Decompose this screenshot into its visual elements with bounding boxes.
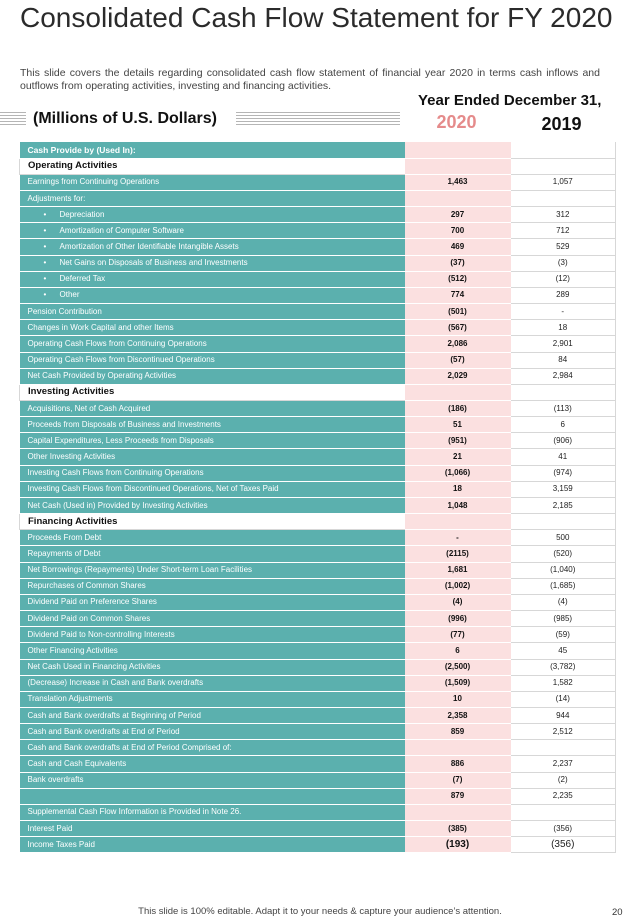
year-ended-heading: Year Ended December 31, bbox=[418, 92, 602, 109]
row-label bbox=[20, 352, 405, 368]
table-row bbox=[20, 562, 616, 578]
table-row bbox=[20, 546, 616, 562]
table-row bbox=[20, 190, 616, 206]
value-2019: 2,901 bbox=[511, 336, 616, 352]
value-2020: (1,002) bbox=[405, 578, 511, 594]
value-2020: (567) bbox=[405, 320, 511, 336]
table-row bbox=[20, 724, 616, 740]
value-2020 bbox=[405, 158, 511, 174]
table-row bbox=[20, 223, 616, 239]
value-2020: (512) bbox=[405, 271, 511, 287]
table-row bbox=[20, 449, 616, 465]
row-label-text: Dividend Paid on Common Shares bbox=[27, 613, 151, 623]
value-2020: (7) bbox=[405, 772, 511, 788]
value-2019: 712 bbox=[511, 223, 616, 239]
row-label-text: Amortization of Other Identifiable Intangible Assets bbox=[59, 242, 239, 252]
value-2019: 944 bbox=[511, 707, 616, 723]
row-label-text: Financing Activities bbox=[28, 515, 118, 527]
row-label bbox=[20, 384, 405, 400]
section-header-row bbox=[20, 384, 616, 400]
value-2020: (501) bbox=[405, 304, 511, 320]
row-label-text: Proceeds From Debt bbox=[27, 532, 102, 542]
value-2019: (906) bbox=[511, 433, 616, 449]
section-header-row bbox=[20, 142, 616, 158]
value-2020: 879 bbox=[405, 788, 511, 804]
row-label-text: Investing Cash Flows from Discontinued Operations, Net of Taxes Paid bbox=[27, 484, 279, 494]
row-label bbox=[20, 255, 405, 271]
row-label-text: Dividend Paid on Preference Shares bbox=[27, 597, 157, 607]
section-header-row bbox=[20, 158, 616, 174]
value-2020: (77) bbox=[405, 627, 511, 643]
row-label-text: Deferred Tax bbox=[59, 274, 106, 284]
row-label-text: Operating Cash Flows from Discontinued Operations bbox=[27, 355, 215, 365]
decorative-stripes-right bbox=[236, 112, 400, 126]
row-label bbox=[20, 724, 405, 740]
table-row bbox=[20, 239, 616, 255]
value-2020: 1,048 bbox=[405, 497, 511, 513]
row-label bbox=[20, 659, 405, 675]
row-label bbox=[20, 627, 405, 643]
value-2020: 21 bbox=[405, 449, 511, 465]
row-label bbox=[20, 821, 405, 837]
value-2019: (113) bbox=[511, 401, 616, 417]
bullet-icon: • bbox=[43, 290, 47, 300]
row-label-text: Depreciation bbox=[59, 209, 105, 219]
row-label bbox=[20, 142, 405, 158]
bullet-icon: • bbox=[43, 209, 47, 219]
row-label bbox=[20, 756, 405, 772]
row-label-text: Cash and Bank overdrafts at Beginning of Period bbox=[27, 710, 201, 720]
row-label bbox=[20, 837, 405, 853]
value-2019: 6 bbox=[511, 417, 616, 433]
table-row bbox=[20, 675, 616, 691]
table-row bbox=[20, 320, 616, 336]
row-label-text: Cash and Bank overdrafts at End of Period Comprised of: bbox=[27, 742, 232, 752]
row-label-text: Earnings from Continuing Operations bbox=[27, 177, 160, 187]
value-2020: (57) bbox=[405, 352, 511, 368]
value-2019: (974) bbox=[511, 465, 616, 481]
table-row bbox=[20, 271, 616, 287]
row-label-text: Bank overdrafts bbox=[27, 775, 84, 785]
row-label bbox=[20, 158, 405, 174]
row-label-text: Repayments of Debt bbox=[27, 548, 101, 558]
value-2019: (356) bbox=[511, 821, 616, 837]
cash-flow-table bbox=[19, 142, 616, 853]
row-label-text: Operating Activities bbox=[28, 160, 118, 172]
value-2019: (356) bbox=[511, 837, 616, 853]
column-header-2020: 2020 bbox=[436, 112, 477, 132]
slide-subtitle: This slide covers the details regarding consolidated cash flow statement of financial year 2020 in terms cash inflows and outflows from operating activities, investing and financing activities. bbox=[20, 67, 600, 92]
value-2019: (1,040) bbox=[511, 562, 616, 578]
value-2019: 529 bbox=[511, 239, 616, 255]
row-label bbox=[20, 433, 405, 449]
row-label bbox=[20, 562, 405, 578]
row-label bbox=[20, 578, 405, 594]
row-label bbox=[20, 449, 405, 465]
row-label-text: Investing Cash Flows from Continuing Operations bbox=[27, 468, 204, 478]
units-banner bbox=[0, 108, 400, 132]
row-label bbox=[20, 788, 405, 804]
row-label bbox=[20, 643, 405, 659]
row-label-text: Repurchases of Common Shares bbox=[27, 581, 146, 591]
row-label bbox=[20, 772, 405, 788]
row-label bbox=[20, 804, 405, 820]
value-2020: 51 bbox=[405, 417, 511, 433]
row-label bbox=[20, 271, 405, 287]
value-2020: (186) bbox=[405, 401, 511, 417]
value-2019: (4) bbox=[511, 594, 616, 610]
value-2019: (1,685) bbox=[511, 578, 616, 594]
row-label bbox=[20, 530, 405, 546]
row-label-text: Net Cash (Used in) Provided by Investing Activities bbox=[27, 500, 208, 510]
value-2019: 1,582 bbox=[511, 675, 616, 691]
decorative-stripes-left bbox=[0, 112, 26, 126]
value-2020: 700 bbox=[405, 223, 511, 239]
value-2019: 2,235 bbox=[511, 788, 616, 804]
value-2020: (996) bbox=[405, 611, 511, 627]
table-row bbox=[20, 481, 616, 497]
table-row bbox=[20, 611, 616, 627]
table-row bbox=[20, 497, 616, 513]
table-row bbox=[20, 788, 616, 804]
table-row bbox=[20, 336, 616, 352]
row-label-text: Capital Expenditures, Less Proceeds from Disposals bbox=[27, 435, 214, 445]
value-2020: (193) bbox=[405, 837, 511, 853]
row-label bbox=[20, 497, 405, 513]
table-row bbox=[20, 417, 616, 433]
value-2019: 2,237 bbox=[511, 756, 616, 772]
table-row bbox=[20, 837, 616, 853]
row-label-text: Proceeds from Disposals of Business and Investments bbox=[27, 419, 221, 429]
value-2020 bbox=[405, 190, 511, 206]
value-2020: 2,029 bbox=[405, 368, 511, 384]
footer-note: This slide is 100% editable. Adapt it to your needs & capture your audience’s attention. bbox=[138, 906, 502, 917]
row-label-text: Amortization of Computer Software bbox=[59, 225, 184, 235]
row-label-text: Income Taxes Paid bbox=[27, 839, 95, 849]
row-label-text: Net Cash Used in Financing Activities bbox=[27, 662, 161, 672]
row-label-text: Other Investing Activities bbox=[27, 452, 116, 462]
row-label bbox=[20, 207, 405, 223]
row-label-text: Cash Provide by (Used In): bbox=[27, 144, 136, 155]
row-label bbox=[20, 239, 405, 255]
row-label bbox=[20, 594, 405, 610]
value-2020 bbox=[405, 740, 511, 756]
value-2020: 2,358 bbox=[405, 707, 511, 723]
row-label bbox=[20, 740, 405, 756]
value-2019: (3,782) bbox=[511, 659, 616, 675]
value-2019 bbox=[511, 740, 616, 756]
row-label-text: Other Financing Activities bbox=[27, 645, 118, 655]
bullet-icon: • bbox=[43, 258, 47, 268]
row-label bbox=[20, 465, 405, 481]
table-row bbox=[20, 643, 616, 659]
table-row bbox=[20, 740, 616, 756]
value-2020: (951) bbox=[405, 433, 511, 449]
row-label-text: Net Cash Provided by Operating Activities bbox=[27, 371, 177, 381]
row-label bbox=[20, 417, 405, 433]
value-2020: (385) bbox=[405, 821, 511, 837]
table-row bbox=[20, 530, 616, 546]
row-label bbox=[20, 546, 405, 562]
cash-flow-table-body bbox=[20, 142, 616, 853]
value-2019: (14) bbox=[511, 691, 616, 707]
table-row bbox=[20, 756, 616, 772]
value-2019: 2,984 bbox=[511, 368, 616, 384]
table-row bbox=[20, 627, 616, 643]
table-row bbox=[20, 174, 616, 190]
table-row bbox=[20, 691, 616, 707]
value-2020: (37) bbox=[405, 255, 511, 271]
row-label-text: Pension Contribution bbox=[27, 306, 102, 316]
row-label-text: Acquisitions, Net of Cash Acquired bbox=[27, 403, 151, 413]
value-2019: 3,159 bbox=[511, 481, 616, 497]
row-label bbox=[20, 190, 405, 206]
bullet-icon: • bbox=[43, 225, 47, 235]
row-label-text: Net Gains on Disposals of Business and Investments bbox=[59, 258, 248, 268]
value-2020: (2115) bbox=[405, 546, 511, 562]
table-row bbox=[20, 772, 616, 788]
section-header-row bbox=[20, 514, 616, 530]
value-2019: (3) bbox=[511, 255, 616, 271]
table-row bbox=[20, 255, 616, 271]
units-label: (Millions of U.S. Dollars) bbox=[33, 110, 218, 127]
bullet-icon: • bbox=[43, 242, 47, 252]
row-label bbox=[20, 611, 405, 627]
row-label-text: Adjustments for: bbox=[27, 193, 86, 203]
table-row bbox=[20, 821, 616, 837]
value-2019: 45 bbox=[511, 643, 616, 659]
table-row bbox=[20, 804, 616, 820]
value-2020 bbox=[405, 142, 511, 158]
value-2019 bbox=[511, 514, 616, 530]
value-2019: (59) bbox=[511, 627, 616, 643]
row-label bbox=[20, 304, 405, 320]
row-label bbox=[20, 675, 405, 691]
value-2020 bbox=[405, 804, 511, 820]
table-row bbox=[20, 707, 616, 723]
value-2020: (1,509) bbox=[405, 675, 511, 691]
row-label-text: Translation Adjustments bbox=[27, 694, 113, 704]
row-label bbox=[20, 707, 405, 723]
table-row bbox=[20, 594, 616, 610]
row-label bbox=[20, 481, 405, 497]
value-2019 bbox=[511, 384, 616, 400]
value-2020: (2,500) bbox=[405, 659, 511, 675]
row-label-text: Changes in Work Capital and other Items bbox=[27, 322, 174, 332]
table-row bbox=[20, 304, 616, 320]
row-label-text: Operating Cash Flows from Continuing Operations bbox=[27, 338, 207, 348]
value-2020: 2,086 bbox=[405, 336, 511, 352]
row-label bbox=[20, 287, 405, 303]
value-2020: (4) bbox=[405, 594, 511, 610]
row-label-text: Net Borrowings (Repayments) Under Short-term Loan Facilities bbox=[27, 565, 253, 575]
value-2019: - bbox=[511, 304, 616, 320]
value-2020: 469 bbox=[405, 239, 511, 255]
row-label-text: (Decrease) Increase in Cash and Bank overdrafts bbox=[27, 678, 204, 688]
column-header-2019: 2019 bbox=[541, 114, 582, 134]
value-2020: - bbox=[405, 530, 511, 546]
value-2020: 859 bbox=[405, 724, 511, 740]
table-row bbox=[20, 659, 616, 675]
value-2019: 500 bbox=[511, 530, 616, 546]
value-2019: 84 bbox=[511, 352, 616, 368]
row-label bbox=[20, 223, 405, 239]
table-row bbox=[20, 578, 616, 594]
value-2019: 289 bbox=[511, 287, 616, 303]
value-2020: 1,681 bbox=[405, 562, 511, 578]
row-label-text: Interest Paid bbox=[27, 823, 73, 833]
value-2019: 2,512 bbox=[511, 724, 616, 740]
value-2020 bbox=[405, 514, 511, 530]
row-label bbox=[20, 336, 405, 352]
value-2019 bbox=[511, 142, 616, 158]
value-2019 bbox=[511, 158, 616, 174]
value-2020: 886 bbox=[405, 756, 511, 772]
value-2020 bbox=[405, 384, 511, 400]
row-label-text: Investing Activities bbox=[28, 386, 115, 398]
value-2019: 312 bbox=[511, 207, 616, 223]
value-2020: 774 bbox=[405, 287, 511, 303]
value-2019 bbox=[511, 190, 616, 206]
table-row bbox=[20, 207, 616, 223]
value-2019: 2,185 bbox=[511, 497, 616, 513]
row-label-text: Supplemental Cash Flow Information is Provided in Note 26. bbox=[27, 807, 242, 817]
value-2020: 297 bbox=[405, 207, 511, 223]
value-2020: 10 bbox=[405, 691, 511, 707]
value-2020: 1,463 bbox=[405, 174, 511, 190]
slide-title: Consolidated Cash Flow Statement for FY 2020 bbox=[20, 2, 613, 33]
table-row bbox=[20, 368, 616, 384]
row-label bbox=[20, 514, 405, 530]
row-label bbox=[20, 368, 405, 384]
table-row bbox=[20, 352, 616, 368]
table-row bbox=[20, 287, 616, 303]
row-label bbox=[20, 320, 405, 336]
row-label bbox=[20, 174, 405, 190]
value-2019: 18 bbox=[511, 320, 616, 336]
value-2019: (12) bbox=[511, 271, 616, 287]
value-2019: 1,057 bbox=[511, 174, 616, 190]
value-2019: (2) bbox=[511, 772, 616, 788]
table-row bbox=[20, 433, 616, 449]
row-label-text: Cash and Cash Equivalents bbox=[27, 759, 127, 769]
row-label-text: Cash and Bank overdrafts at End of Period bbox=[27, 726, 180, 736]
value-2020: 18 bbox=[405, 481, 511, 497]
row-label-text: Other bbox=[59, 290, 80, 300]
value-2020: 6 bbox=[405, 643, 511, 659]
page-number: 20 bbox=[612, 907, 623, 918]
value-2019: 41 bbox=[511, 449, 616, 465]
row-label-text: Dividend Paid to Non-controlling Interests bbox=[27, 629, 175, 639]
value-2019 bbox=[511, 804, 616, 820]
row-label bbox=[20, 691, 405, 707]
table-row bbox=[20, 401, 616, 417]
table-row bbox=[20, 465, 616, 481]
value-2019: (520) bbox=[511, 546, 616, 562]
bullet-icon: • bbox=[43, 274, 47, 284]
row-label bbox=[20, 401, 405, 417]
value-2020: (1,066) bbox=[405, 465, 511, 481]
value-2019: (985) bbox=[511, 611, 616, 627]
